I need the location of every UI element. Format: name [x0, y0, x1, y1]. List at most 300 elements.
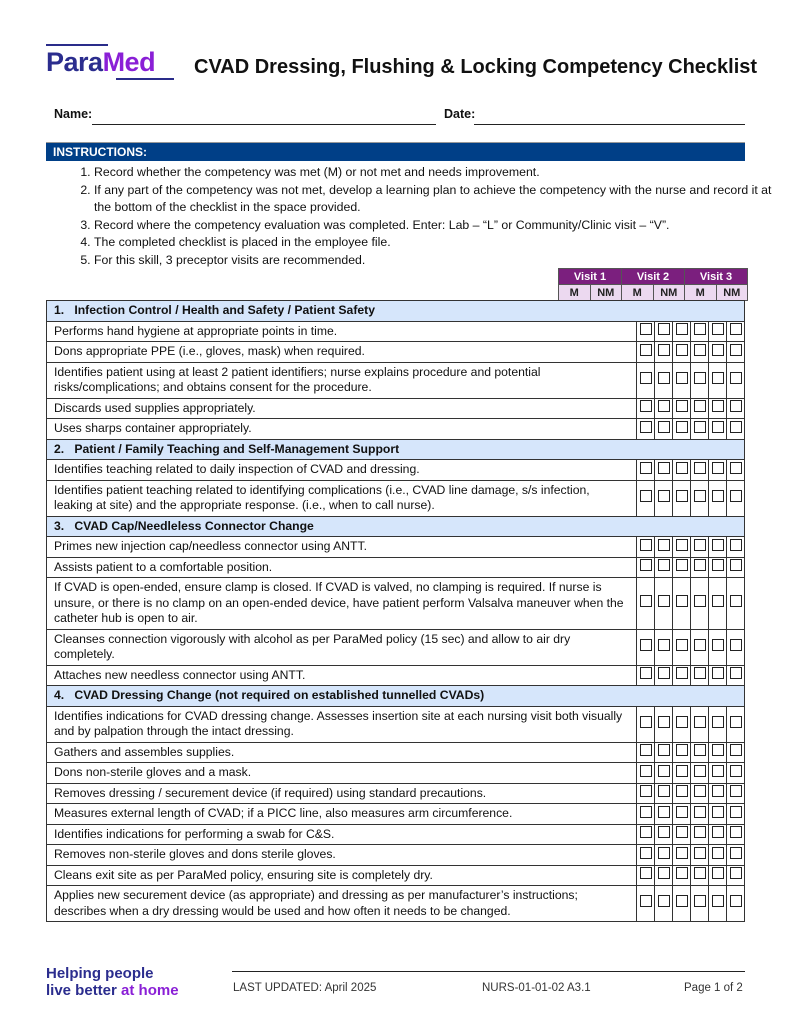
cell-visit-3-m: [709, 763, 727, 784]
cell-visit-3-nm: [727, 886, 745, 922]
checkbox-visit-2-m[interactable]: [676, 826, 688, 838]
cell-visit-1-m: [637, 629, 655, 665]
cell-visit-2-m: [673, 783, 691, 804]
checkbox-visit-2-nm[interactable]: [694, 895, 706, 907]
cell-visit-3-nm: [727, 578, 745, 630]
checkbox-visit-2-m[interactable]: [676, 372, 688, 384]
checkbox-visit-1-nm[interactable]: [658, 421, 670, 433]
checkbox-visit-2-m[interactable]: [676, 559, 688, 571]
competency-table: [46, 300, 745, 922]
checkbox-visit-2-nm[interactable]: [694, 765, 706, 777]
checkbox-visit-1-m[interactable]: [640, 895, 652, 907]
instruction-item: 2. If any part of the competency was not met, develop a learning plan to achieve the competency with the nurse and record it at the bottom of the checklist in the space provided.: [94, 182, 784, 217]
checkbox-visit-1-m[interactable]: [640, 595, 652, 607]
instruction-item: 3. Record where the competency evaluation was completed. Enter: Lab – “L” or Community/Clinic visit – “V”.: [94, 217, 784, 235]
cell-visit-3-nm: [727, 342, 745, 363]
competency-text: Uses sharps container appropriately.: [47, 419, 637, 440]
checkbox-visit-1-m[interactable]: [640, 867, 652, 879]
visit-3-header: Visit 3: [685, 269, 748, 285]
cell-visit-3-nm: [727, 537, 745, 558]
checkbox-visit-1-nm[interactable]: [658, 595, 670, 607]
cell-visit-2-nm: [691, 419, 709, 440]
checkbox-visit-1-nm[interactable]: [658, 323, 670, 335]
cell-visit-1-m: [637, 886, 655, 922]
competency-text: Identifies teaching related to daily inspection of CVAD and dressing.: [47, 460, 637, 481]
cell-visit-2-nm: [691, 804, 709, 825]
cell-visit-1-m: [637, 845, 655, 866]
cell-visit-3-m: [709, 783, 727, 804]
logo-bottom-bar: [116, 78, 174, 80]
cell-visit-3-m: [709, 865, 727, 886]
checkbox-visit-1-nm[interactable]: [658, 765, 670, 777]
checkbox-visit-2-nm[interactable]: [694, 421, 706, 433]
competency-text: Performs hand hygiene at appropriate points in time.: [47, 321, 637, 342]
checkbox-visit-3-m[interactable]: [712, 806, 724, 818]
checkbox-visit-1-nm[interactable]: [658, 867, 670, 879]
checkbox-visit-1-m[interactable]: [640, 490, 652, 502]
cell-visit-1-m: [637, 804, 655, 825]
checkbox-visit-3-m[interactable]: [712, 462, 724, 474]
checkbox-visit-3-m[interactable]: [712, 785, 724, 797]
table-row: [47, 763, 745, 784]
checkbox-visit-1-m[interactable]: [640, 785, 652, 797]
checkbox-visit-2-m[interactable]: [676, 462, 688, 474]
checkbox-visit-3-m[interactable]: [712, 667, 724, 679]
checkbox-visit-3-m[interactable]: [712, 421, 724, 433]
checkbox-visit-2-m[interactable]: [676, 539, 688, 551]
cell-visit-3-nm: [727, 742, 745, 763]
page-title: CVAD Dressing, Flushing & Locking Competency Checklist: [194, 56, 758, 78]
cell-visit-2-nm: [691, 398, 709, 419]
checkbox-visit-3-nm[interactable]: [730, 344, 742, 356]
cell-visit-1-m: [637, 460, 655, 481]
cell-visit-1-m: [637, 783, 655, 804]
cell-visit-3-m: [709, 629, 727, 665]
competency-text: Identifies patient using at least 2 patient identifiers; nurse explains procedure and potential risks/complications; and obtains consent for the procedure.: [47, 362, 637, 398]
instruction-item: 4. The completed checklist is placed in the employee file.: [94, 234, 784, 252]
instructions-heading: INSTRUCTIONS:: [46, 142, 745, 161]
cell-visit-1-nm: [655, 742, 673, 763]
cell-visit-3-m: [709, 537, 727, 558]
cell-visit-2-m: [673, 480, 691, 516]
checkbox-visit-3-nm[interactable]: [730, 490, 742, 502]
checkbox-visit-2-m[interactable]: [676, 847, 688, 859]
cell-visit-1-m: [637, 342, 655, 363]
visit-2-nm-header: NM: [653, 285, 685, 301]
checkbox-visit-3-nm[interactable]: [730, 462, 742, 474]
checkbox-visit-3-nm[interactable]: [730, 323, 742, 335]
table-row: [47, 665, 745, 686]
cell-visit-3-m: [709, 886, 727, 922]
checkbox-visit-2-m[interactable]: [676, 716, 688, 728]
checkbox-visit-3-nm[interactable]: [730, 847, 742, 859]
paramed-logo: [46, 44, 174, 80]
checkbox-visit-3-nm[interactable]: [730, 559, 742, 571]
checkbox-visit-2-m[interactable]: [676, 421, 688, 433]
cell-visit-3-m: [709, 824, 727, 845]
section-title: 3. CVAD Cap/Needleless Connector Change: [47, 516, 745, 537]
cell-visit-3-m: [709, 578, 727, 630]
tagline-line-2: live better: [46, 982, 122, 999]
checkbox-visit-2-nm[interactable]: [694, 806, 706, 818]
cell-visit-3-nm: [727, 321, 745, 342]
checkbox-visit-1-m[interactable]: [640, 639, 652, 651]
section-header: [47, 516, 745, 537]
cell-visit-1-m: [637, 865, 655, 886]
cell-visit-1-nm: [655, 362, 673, 398]
checkbox-visit-2-nm[interactable]: [694, 639, 706, 651]
checkbox-visit-1-m[interactable]: [640, 716, 652, 728]
checkbox-visit-3-m[interactable]: [712, 847, 724, 859]
cell-visit-2-m: [673, 845, 691, 866]
checkbox-visit-1-nm[interactable]: [658, 400, 670, 412]
table-row: [47, 480, 745, 516]
cell-visit-2-nm: [691, 865, 709, 886]
cell-visit-3-nm: [727, 824, 745, 845]
cell-visit-3-nm: [727, 845, 745, 866]
cell-visit-2-m: [673, 865, 691, 886]
checkbox-visit-3-nm[interactable]: [730, 372, 742, 384]
table-row: [47, 460, 745, 481]
checkbox-visit-2-m[interactable]: [676, 744, 688, 756]
cell-visit-1-m: [637, 480, 655, 516]
cell-visit-3-nm: [727, 460, 745, 481]
checkbox-visit-1-nm[interactable]: [658, 716, 670, 728]
cell-visit-2-m: [673, 578, 691, 630]
table-row: [47, 706, 745, 742]
cell-visit-3-m: [709, 804, 727, 825]
checkbox-visit-1-m[interactable]: [640, 421, 652, 433]
tagline-highlight: at home: [121, 982, 179, 999]
checkbox-visit-2-nm[interactable]: [694, 667, 706, 679]
checkbox-visit-3-m[interactable]: [712, 716, 724, 728]
visit-1-header: Visit 1: [559, 269, 622, 285]
competency-text: Identifies indications for performing a swab for C&S.: [47, 824, 637, 845]
checkbox-visit-2-nm[interactable]: [694, 344, 706, 356]
checkbox-visit-3-nm[interactable]: [730, 867, 742, 879]
checkbox-visit-1-m[interactable]: [640, 400, 652, 412]
cell-visit-1-nm: [655, 537, 673, 558]
cell-visit-3-m: [709, 362, 727, 398]
checkbox-visit-2-m[interactable]: [676, 639, 688, 651]
table-row: [47, 537, 745, 558]
checkbox-visit-3-m[interactable]: [712, 895, 724, 907]
checkbox-visit-3-nm[interactable]: [730, 400, 742, 412]
cell-visit-1-nm: [655, 480, 673, 516]
checkbox-visit-3-nm[interactable]: [730, 806, 742, 818]
table-row: [47, 804, 745, 825]
checkbox-visit-3-m[interactable]: [712, 744, 724, 756]
cell-visit-1-m: [637, 742, 655, 763]
checkbox-visit-3-nm[interactable]: [730, 826, 742, 838]
cell-visit-3-m: [709, 480, 727, 516]
checkbox-visit-1-m[interactable]: [640, 826, 652, 838]
cell-visit-1-m: [637, 557, 655, 578]
cell-visit-2-nm: [691, 706, 709, 742]
checkbox-visit-2-nm[interactable]: [694, 847, 706, 859]
cell-visit-2-nm: [691, 886, 709, 922]
checkbox-visit-3-nm[interactable]: [730, 765, 742, 777]
cell-visit-2-nm: [691, 342, 709, 363]
cell-visit-3-m: [709, 342, 727, 363]
checkbox-visit-1-m[interactable]: [640, 765, 652, 777]
cell-visit-1-m: [637, 321, 655, 342]
cell-visit-2-nm: [691, 629, 709, 665]
cell-visit-3-m: [709, 419, 727, 440]
cell-visit-3-nm: [727, 763, 745, 784]
cell-visit-3-m: [709, 845, 727, 866]
table-row: [47, 321, 745, 342]
checkbox-visit-3-m[interactable]: [712, 639, 724, 651]
cell-visit-1-nm: [655, 629, 673, 665]
competency-text: Dons appropriate PPE (i.e., gloves, mask) when required.: [47, 342, 637, 363]
checkbox-visit-2-nm[interactable]: [694, 559, 706, 571]
cell-visit-3-m: [709, 398, 727, 419]
cell-visit-2-m: [673, 342, 691, 363]
checkbox-visit-1-m[interactable]: [640, 462, 652, 474]
cell-visit-3-m: [709, 665, 727, 686]
checkbox-visit-2-m[interactable]: [676, 667, 688, 679]
competency-text: Removes dressing / securement device (if required) using standard precautions.: [47, 783, 637, 804]
footer-divider: [232, 971, 745, 972]
cell-visit-3-m: [709, 321, 727, 342]
cell-visit-2-nm: [691, 537, 709, 558]
cell-visit-3-m: [709, 706, 727, 742]
checkbox-visit-1-m[interactable]: [640, 847, 652, 859]
visit-1-m-header: M: [559, 285, 591, 301]
cell-visit-3-nm: [727, 629, 745, 665]
cell-visit-1-nm: [655, 763, 673, 784]
cell-visit-1-nm: [655, 665, 673, 686]
checkbox-visit-1-m[interactable]: [640, 539, 652, 551]
checkbox-visit-2-m[interactable]: [676, 323, 688, 335]
cell-visit-1-m: [637, 824, 655, 845]
visit-3-m-header: M: [685, 285, 717, 301]
checkbox-visit-3-m[interactable]: [712, 323, 724, 335]
checkbox-visit-2-nm[interactable]: [694, 867, 706, 879]
cell-visit-3-nm: [727, 398, 745, 419]
checkbox-visit-2-nm[interactable]: [694, 462, 706, 474]
competency-text: Assists patient to a comfortable position.: [47, 557, 637, 578]
instructions-list: [54, 164, 784, 270]
checkbox-visit-2-nm[interactable]: [694, 826, 706, 838]
cell-visit-3-nm: [727, 783, 745, 804]
cell-visit-2-m: [673, 537, 691, 558]
cell-visit-1-nm: [655, 578, 673, 630]
tagline-line-1: Helping people: [46, 965, 154, 982]
tagline: [46, 965, 179, 999]
checkbox-visit-1-nm[interactable]: [658, 744, 670, 756]
checkbox-visit-3-nm[interactable]: [730, 667, 742, 679]
checkbox-visit-2-m[interactable]: [676, 785, 688, 797]
table-row: [47, 578, 745, 630]
checkbox-visit-1-nm[interactable]: [658, 372, 670, 384]
checkbox-visit-1-m[interactable]: [640, 559, 652, 571]
checkbox-visit-2-m[interactable]: [676, 400, 688, 412]
cell-visit-1-m: [637, 578, 655, 630]
competency-text: Identifies patient teaching related to identifying complications (i.e., CVAD line damage, s/s infection, leaking at site) and the appropriate response. (i.e., when to call nurse).: [47, 480, 637, 516]
checkbox-visit-2-m[interactable]: [676, 490, 688, 502]
checkbox-visit-3-m[interactable]: [712, 490, 724, 502]
cell-visit-2-nm: [691, 763, 709, 784]
checkbox-visit-2-nm[interactable]: [694, 323, 706, 335]
table-row: [47, 783, 745, 804]
cell-visit-1-nm: [655, 321, 673, 342]
cell-visit-2-nm: [691, 845, 709, 866]
logo-med: Med: [102, 47, 156, 77]
checkbox-visit-3-m[interactable]: [712, 539, 724, 551]
checkbox-visit-3-m[interactable]: [712, 595, 724, 607]
instruction-item: 1. Record whether the competency was met (M) or not met and needs improvement.: [94, 164, 784, 182]
date-label: Date:: [444, 107, 476, 121]
cell-visit-1-nm: [655, 342, 673, 363]
cell-visit-1-nm: [655, 783, 673, 804]
checkbox-visit-1-m[interactable]: [640, 806, 652, 818]
checkbox-visit-2-nm[interactable]: [694, 744, 706, 756]
checkbox-visit-2-m[interactable]: [676, 765, 688, 777]
section-header: [47, 439, 745, 460]
checkbox-visit-2-nm[interactable]: [694, 490, 706, 502]
cell-visit-3-nm: [727, 804, 745, 825]
cell-visit-1-nm: [655, 886, 673, 922]
cell-visit-2-nm: [691, 783, 709, 804]
table-row: [47, 742, 745, 763]
visit-2-m-header: M: [622, 285, 654, 301]
checkbox-visit-2-m[interactable]: [676, 867, 688, 879]
last-updated: LAST UPDATED: April 2025: [233, 982, 377, 994]
logo-para: Para: [46, 47, 103, 77]
table-row: [47, 886, 745, 922]
table-row: [47, 362, 745, 398]
section-header: [47, 301, 745, 322]
checkbox-visit-1-m[interactable]: [640, 667, 652, 679]
checkbox-visit-2-m[interactable]: [676, 806, 688, 818]
competency-text: Removes non-sterile gloves and dons sterile gloves.: [47, 845, 637, 866]
competency-text: Identifies indications for CVAD dressing change. Assesses insertion site at each nursing visit both visually and by palpation through the intact dressing.: [47, 706, 637, 742]
cell-visit-1-m: [637, 537, 655, 558]
checkbox-visit-3-m[interactable]: [712, 372, 724, 384]
checkbox-visit-1-nm[interactable]: [658, 826, 670, 838]
competency-text: Discards used supplies appropriately.: [47, 398, 637, 419]
cell-visit-1-nm: [655, 865, 673, 886]
checkbox-visit-2-m[interactable]: [676, 595, 688, 607]
competency-text: Primes new injection cap/needless connector using ANTT.: [47, 537, 637, 558]
checkbox-visit-1-nm[interactable]: [658, 462, 670, 474]
name-field[interactable]: [92, 124, 436, 125]
cell-visit-1-nm: [655, 706, 673, 742]
checkbox-visit-1-nm[interactable]: [658, 490, 670, 502]
cell-visit-1-nm: [655, 557, 673, 578]
page-number: Page 1 of 2: [684, 982, 743, 994]
checkbox-visit-3-m[interactable]: [712, 344, 724, 356]
document-code: NURS-01-01-02 A3.1: [482, 982, 591, 994]
cell-visit-2-nm: [691, 362, 709, 398]
checkbox-visit-1-nm[interactable]: [658, 785, 670, 797]
section-header: [47, 686, 745, 707]
cell-visit-2-m: [673, 362, 691, 398]
checkbox-visit-2-nm[interactable]: [694, 400, 706, 412]
table-row: [47, 824, 745, 845]
cell-visit-2-m: [673, 763, 691, 784]
table-row: [47, 419, 745, 440]
cell-visit-2-nm: [691, 480, 709, 516]
cell-visit-3-m: [709, 557, 727, 578]
cell-visit-1-nm: [655, 845, 673, 866]
cell-visit-2-nm: [691, 321, 709, 342]
checkbox-visit-1-m[interactable]: [640, 323, 652, 335]
cell-visit-1-m: [637, 362, 655, 398]
checkbox-visit-1-nm[interactable]: [658, 847, 670, 859]
checkbox-visit-3-m[interactable]: [712, 826, 724, 838]
checkbox-visit-3-nm[interactable]: [730, 716, 742, 728]
cell-visit-3-nm: [727, 362, 745, 398]
checkbox-visit-2-m[interactable]: [676, 344, 688, 356]
cell-visit-2-nm: [691, 578, 709, 630]
checkbox-visit-1-nm[interactable]: [658, 344, 670, 356]
checkbox-visit-1-nm[interactable]: [658, 539, 670, 551]
checkbox-visit-2-nm[interactable]: [694, 539, 706, 551]
checkbox-visit-3-m[interactable]: [712, 559, 724, 571]
cell-visit-2-m: [673, 742, 691, 763]
table-row: [47, 865, 745, 886]
competency-text: Cleanses connection vigorously with alcohol as per ParaMed policy (15 sec) and allow to air dry completely.: [47, 629, 637, 665]
checkbox-visit-1-nm[interactable]: [658, 639, 670, 651]
checkbox-visit-3-m[interactable]: [712, 765, 724, 777]
checkbox-visit-3-nm[interactable]: [730, 639, 742, 651]
checkbox-visit-3-m[interactable]: [712, 867, 724, 879]
date-field[interactable]: [474, 124, 745, 125]
checkbox-visit-2-m[interactable]: [676, 895, 688, 907]
checkbox-visit-3-nm[interactable]: [730, 421, 742, 433]
checkbox-visit-1-nm[interactable]: [658, 806, 670, 818]
cell-visit-2-m: [673, 804, 691, 825]
table-row: [47, 629, 745, 665]
cell-visit-3-nm: [727, 557, 745, 578]
cell-visit-3-nm: [727, 480, 745, 516]
checkbox-visit-2-nm[interactable]: [694, 716, 706, 728]
checkbox-visit-3-nm[interactable]: [730, 785, 742, 797]
checkbox-visit-3-nm[interactable]: [730, 595, 742, 607]
checkbox-visit-1-m[interactable]: [640, 372, 652, 384]
checkbox-visit-1-nm[interactable]: [658, 559, 670, 571]
visit-3-nm-header: NM: [716, 285, 748, 301]
checkbox-visit-1-m[interactable]: [640, 744, 652, 756]
checkbox-visit-3-m[interactable]: [712, 400, 724, 412]
cell-visit-2-m: [673, 419, 691, 440]
cell-visit-2-m: [673, 398, 691, 419]
checkbox-visit-1-m[interactable]: [640, 344, 652, 356]
cell-visit-1-nm: [655, 824, 673, 845]
checkbox-visit-2-nm[interactable]: [694, 372, 706, 384]
cell-visit-2-nm: [691, 824, 709, 845]
checkbox-visit-1-nm[interactable]: [658, 895, 670, 907]
section-title: 2. Patient / Family Teaching and Self-Management Support: [47, 439, 745, 460]
cell-visit-1-nm: [655, 804, 673, 825]
checkbox-visit-3-nm[interactable]: [730, 539, 742, 551]
cell-visit-2-nm: [691, 742, 709, 763]
checkbox-visit-2-nm[interactable]: [694, 595, 706, 607]
checkbox-visit-3-nm[interactable]: [730, 744, 742, 756]
table-row: [47, 398, 745, 419]
checkbox-visit-3-nm[interactable]: [730, 895, 742, 907]
table-row: [47, 845, 745, 866]
table-row: [47, 557, 745, 578]
checkbox-visit-2-nm[interactable]: [694, 785, 706, 797]
cell-visit-1-m: [637, 419, 655, 440]
cell-visit-2-m: [673, 886, 691, 922]
checkbox-visit-1-nm[interactable]: [658, 667, 670, 679]
cell-visit-3-nm: [727, 665, 745, 686]
